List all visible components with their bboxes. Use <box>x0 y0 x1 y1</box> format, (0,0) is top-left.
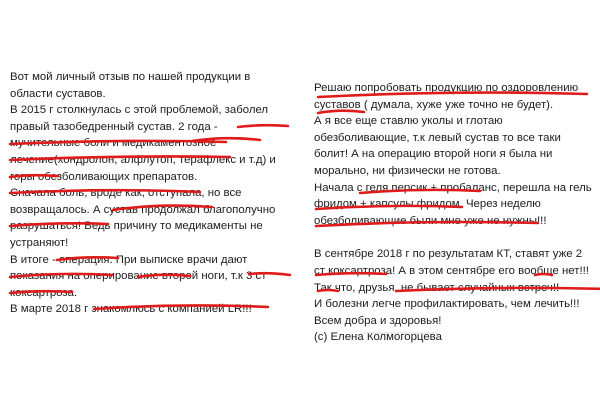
text-line: В сентябре 2018 г по результатам КТ, ставят уже 2 <box>314 248 583 261</box>
right-text-column <box>314 80 594 346</box>
text-line: фридом + капсулы фридом. Через неделю <box>314 198 541 211</box>
text-line: Решаю попробовать продукцию по оздоровлению <box>314 82 579 94</box>
text-line: морально, ни физически не готова. <box>314 164 501 177</box>
text-line: обезболивающие были мне уже не нужны!!! <box>314 214 547 227</box>
text-line: возвращалось. А сустав продолжал благополучно <box>10 203 276 216</box>
left-text-column <box>10 69 300 318</box>
text-line: области суставов. <box>10 87 106 100</box>
text-line: В марте 2018 г знакомлюсь с компанией LR!!! <box>10 303 252 316</box>
text-line: Начала с геля персик + пробаланс, перешла на гель <box>314 181 592 194</box>
paragraph-gap <box>314 229 594 246</box>
text-line: суставов ( думала, хуже уже точно не будет). <box>314 98 554 111</box>
text-line: коксартроза. <box>10 286 78 299</box>
text-line: разрушаться! Ведь причину то медикаменты не <box>10 220 263 233</box>
text-line: правый тазобедренный сустав. 2 года - <box>10 120 218 133</box>
text-line: И болезни легче профилактировать, чем лечить!!! <box>314 298 580 311</box>
text-line: В 2015 г столкнулась с этой проблемой, заболел <box>10 104 269 117</box>
text-line: мучительные боли и медикаментозное <box>10 137 217 150</box>
signature: (с) Елена Колмогорцева <box>314 331 442 344</box>
text-line: обезболивающие, т.к левый сустав то все таки <box>314 131 561 144</box>
text-line: Так что, друзья, не бывает случайных встреч!! <box>314 281 560 294</box>
text-line: болит! А на операцию второй ноги я была ни <box>314 148 553 161</box>
text-line: показания на оперирование второй ноги, т.к 3 ст <box>10 270 267 283</box>
text-line: А я все еще ставлю уколы и глотаю <box>314 115 503 128</box>
text-line: ст коксартроза! А в этом сентябре его вообще нет!!! <box>314 264 589 277</box>
text-line: В итоге - операция. При выписке врачи дают <box>10 253 248 266</box>
text-line: устраняют! <box>10 236 69 249</box>
text-line: горы обезболивающих препаратов. <box>10 170 198 183</box>
text-line: Сначала боль, вроде как, отступала, но все <box>10 187 242 200</box>
text-line: Всем добра и здоровья! <box>314 314 442 327</box>
text-line: Вот мой личный отзыв по нашей продукции в <box>10 71 251 83</box>
text-line: лечение(хондролон, алфлутоп, терафлекс и т.д) и <box>10 153 276 166</box>
